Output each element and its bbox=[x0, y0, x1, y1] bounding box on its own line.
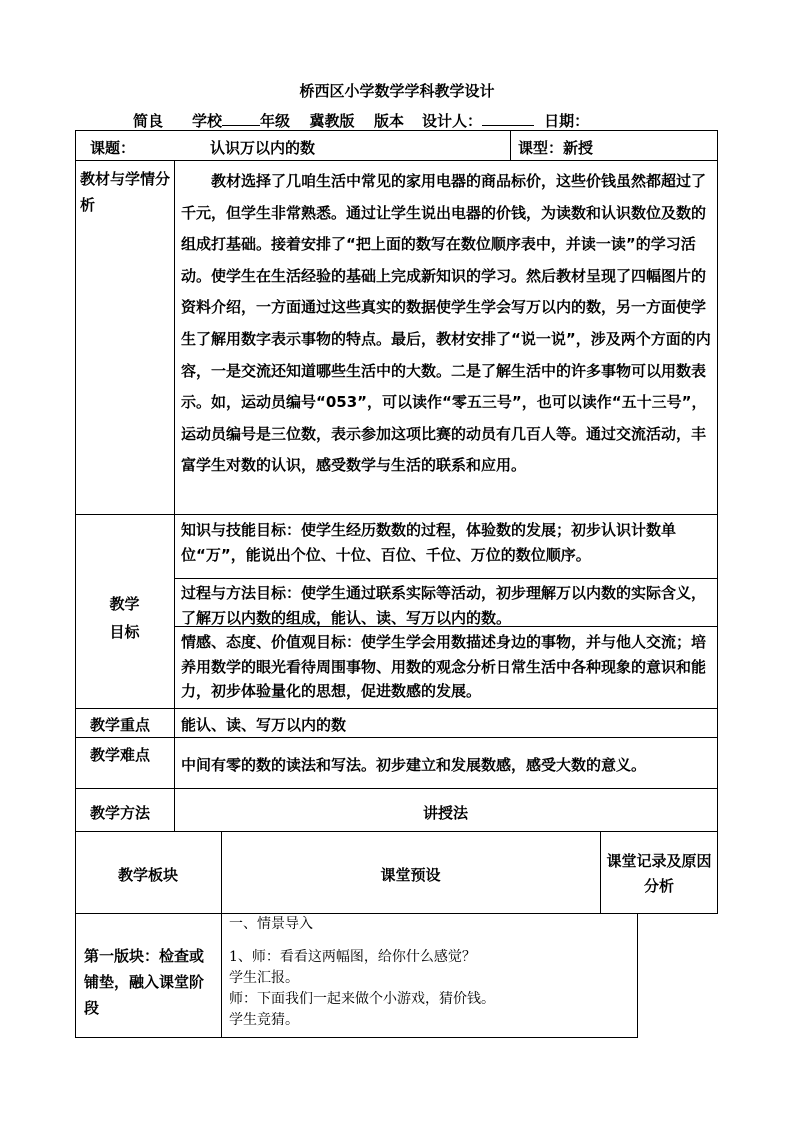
goals-label-text: 教学目标 bbox=[109, 595, 140, 641]
designer-label: 设计人： bbox=[422, 112, 483, 130]
analysis-text: 教材选择了几咱生活中常见的家用电器的商品标价，这些价钱虽然都超过了千元，但学生非常熟悉。通过让学生说出电器的价钱，为读数和认识数位及数的组成打基础。接着安排了“把上面的数写在数位顺序表中，并读一读”的学习活动。使学生在生活经验的基础上完成新知识的学习。然后教材呈现了四幅图片的资料介绍，一方面通过这些真实的数据使学生学会写万以内的数，另一方面使学生了解用数字表示事物的特点。最后，教材安排了“说一说”，涉及两个方面的内容，一是交流还知道哪些生活中的大数。二是了解生活中的许多事物可以用数表示。如，运动员编号“053”，可以读作“零五三号”，也可以读作“五十三号”，运动员编号是三位数，表示参加这项比赛的动员有几百人等。通过交流活动，丰富学生对数的认识，感受数学与生活的联系和应用。 bbox=[181, 172, 711, 475]
lesson-type: 课型：新授 bbox=[518, 139, 594, 157]
grade-value bbox=[222, 107, 260, 126]
goal-knowledge: 知识与技能目标：使学生经历数数的过程，体验数的发展；初步认识计数单位“万”，能说出个位、十位、百位、千位、万位的数位顺序。 bbox=[181, 521, 677, 564]
block1-content bbox=[229, 914, 629, 1031]
analysis-label: 教材与学情分析 bbox=[80, 170, 171, 214]
topic-label: 课题： bbox=[90, 139, 136, 157]
block1-line: 一、情景导入 bbox=[229, 916, 313, 932]
school-label: 学校 bbox=[192, 112, 223, 130]
block1-line bbox=[229, 935, 629, 947]
difficulty-label: 教学难点 bbox=[90, 746, 151, 764]
method-label: 教学方法 bbox=[90, 804, 151, 822]
header-info-line bbox=[104, 107, 589, 131]
block1-line: 学生汇报。 bbox=[229, 970, 299, 986]
document-title: 桥西区小学数学学科教学设计 bbox=[299, 82, 495, 100]
goals-label bbox=[75, 590, 174, 646]
school-value: 简良 bbox=[104, 112, 192, 131]
edition-label: 版本 bbox=[374, 112, 405, 130]
col-block-header: 教学板块 bbox=[117, 866, 178, 884]
difficulty-value: 中间有零的数的读法和写法。初步建立和发展数感，感受大数的意义。 bbox=[181, 756, 647, 774]
designer-value bbox=[482, 107, 534, 126]
block1-line: 师：下面我们一起来做个小游戏，猜价钱。 bbox=[229, 991, 495, 1007]
block1-label: 第一版块：检查或铺垫，融入课堂阶段 bbox=[84, 947, 205, 1017]
key-value: 能认、读、写万以内的数 bbox=[181, 716, 347, 734]
topic-value: 认识万以内的数 bbox=[210, 139, 316, 157]
col-record-header: 课堂记录及原因分析 bbox=[606, 852, 712, 895]
goal-emotion: 情感、态度、价值观目标：使学生学会用数描述身边的事物，并与他人交流；培养用数学的眼光看待周围事物、用数的观念分析日常生活中各种现象的意识和能力，初步体验量化的思想，促进数感的发展。 bbox=[181, 633, 707, 700]
block1-line: 学生竞猜。 bbox=[229, 1012, 299, 1028]
col-preset-header: 课堂预设 bbox=[380, 866, 441, 884]
grade-label: 年级 bbox=[260, 112, 291, 130]
goal-process: 过程与方法目标：使学生通过联系实际等活动，初步理解万以内数的实际含义，了解万以内数的组成，能认、读、写万以内的数。 bbox=[181, 584, 707, 627]
date-label: 日期： bbox=[544, 112, 590, 130]
edition-value: 冀教版 bbox=[290, 112, 374, 131]
method-value: 讲授法 bbox=[422, 804, 468, 822]
block1-line: 1、师：看看这两幅图，给你什么感觉？ bbox=[229, 949, 476, 965]
key-label: 教学重点 bbox=[90, 716, 151, 734]
